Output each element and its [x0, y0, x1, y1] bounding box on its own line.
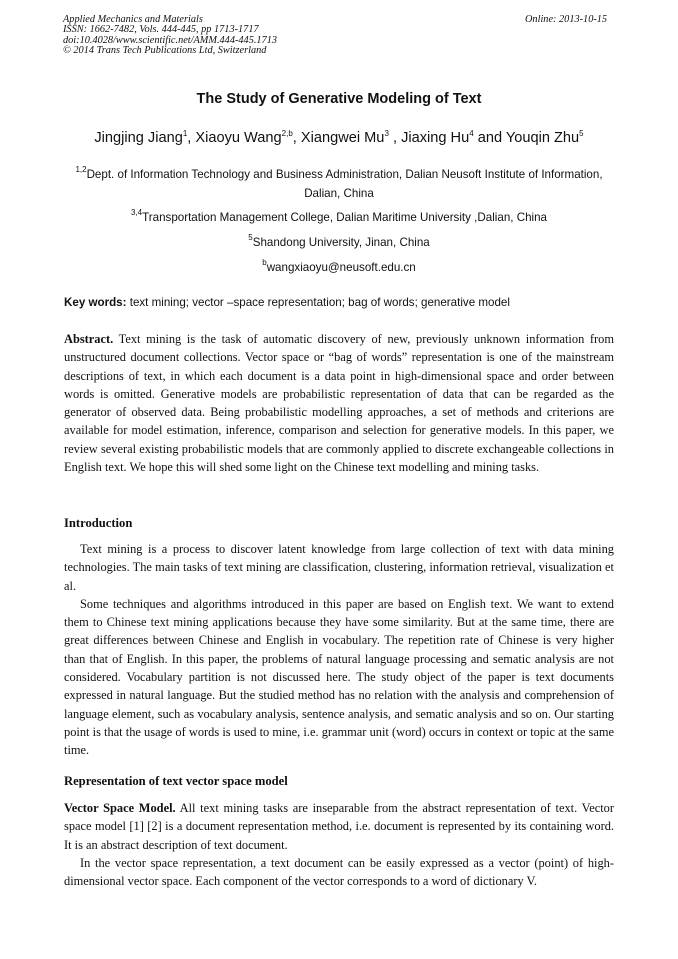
affiliation-2 — [60, 208, 618, 227]
email-sup: b — [262, 258, 267, 267]
author-name: Xiaoyu Wang — [195, 130, 282, 146]
author-sup: 1 — [182, 129, 188, 138]
issn-line: ISSN: 1662-7482, Vols. 444-445, pp 1713-1717 — [63, 24, 259, 36]
representation-body — [64, 799, 614, 890]
author-sep: and — [473, 130, 506, 146]
keywords-label: Key words: — [64, 296, 127, 309]
author-name: Xiangwei Mu — [300, 130, 385, 146]
affiliation-text: Transportation Management College, Dalian Maritime University ,Dalian, China — [142, 211, 547, 224]
author-sup: 4 — [469, 129, 474, 138]
affiliation-text: Dept. of Information Technology and Business Administration, Dalian Neusoft Institute of Information, Dalian, China — [86, 168, 603, 200]
author-email — [60, 258, 618, 277]
abstract-label: Abstract. — [64, 332, 114, 346]
paragraph: In the vector space representation, a text document can be easily expressed as a vector (point) of high-dimensional vector space. Each component of the vector corresponds to a word of dictionary V. — [64, 855, 614, 889]
affiliation-text: Shandong University, Jinan, China — [252, 236, 430, 249]
author-sup: 3 — [384, 129, 389, 138]
affiliation-1 — [60, 165, 618, 203]
paragraph: Text mining is a process to discover latent knowledge from large collection of text with data mining technologies. The main tasks of text mining are classification, clustering, information retrieval, visualization et al. — [64, 542, 614, 593]
abstract-text: Text mining is the task of automatic discovery of new, previously unknown information from unstructured document collections. Vector space or “bag of words” representation is one of the mainstream descriptions of text, in which each document is a data point in high-dimensional space and order between words is omitted. Generative models are probabilistic representation of data that can be regarded as the generator of observed data. Being probabilistic modelling approaches, a set of methods and criterions are available for model estimation, inference, comparison and selection for generative models. In this paper, we review several existing probabilistic models that are commonly applied to discrete exchangeable collections in English text. We hope this will shed some light on the Chinese text modelling and mining tasks. — [64, 332, 614, 475]
journal-header — [63, 15, 277, 56]
author-name: Youqin Zhu — [505, 130, 580, 146]
author-name: Jiaxing Hu — [401, 130, 470, 146]
online-date: Online: 2013-10-15 — [525, 14, 608, 25]
section-heading-representation: Representation of text vector space model — [64, 774, 288, 788]
affiliation-sup: 1,2 — [75, 165, 87, 174]
affiliation-sup: 5 — [248, 233, 253, 242]
paragraph: All text mining tasks are inseparable from the abstract representation of text. Vector space model [1] [2] is a document representation method, i.e. document is represented by its containing word. It is an abstract description of text document. — [64, 801, 614, 852]
keywords-text: text mining; vector –space representation; bag of words; generative model — [126, 296, 510, 309]
affiliation-sup: 3,4 — [130, 208, 143, 217]
paper-title: The Study of Generative Modeling of Text — [196, 91, 482, 107]
copyright-line: © 2014 Trans Tech Publications Ltd, Switzerland — [63, 44, 267, 56]
keywords — [64, 296, 624, 309]
abstract — [64, 330, 614, 476]
author-sep: , — [388, 130, 402, 146]
author-sup: 2,b — [281, 129, 293, 138]
section-heading-introduction: Introduction — [64, 516, 133, 530]
introduction-body — [64, 540, 614, 760]
author-sep: , — [187, 130, 196, 146]
author-list — [0, 130, 678, 146]
paragraph: Some techniques and algorithms introduced in this paper are based on English text. We want to extend them to Chinese text mining applications because they have some similarity. But at the same time, there are great differences between Chinese and English in vocabulary. The repetition rate of Chinese is very higher than that of English. In this paper, the problems of natural language processing and sematic analysis are not considered. Vocabulary partition is not discussed here. The study object of the paper is text documents expressed in natural language. But the studied method has no relation with the analysis and comprehension of language element, such as vocabulary analysis, sentence analysis, and sematic analysis and so on. Our starting point is that the usage of words is used to mine, i.e. grammar unit (word) occurs in context or topic at the same time. — [64, 596, 614, 758]
vsm-label: Vector Space Model. — [64, 801, 176, 815]
author-name: Jingjing Jiang — [94, 130, 183, 146]
affiliation-3 — [60, 233, 618, 252]
journal-name: Applied Mechanics and Materials — [63, 14, 203, 25]
email-text: wangxiaoyu@neusoft.edu.cn — [266, 261, 416, 274]
doi-line: doi:10.4028/www.scientific.net/AMM.444-445.1713 — [63, 34, 278, 46]
author-sup: 5 — [579, 129, 584, 138]
author-sep: , — [292, 130, 301, 146]
